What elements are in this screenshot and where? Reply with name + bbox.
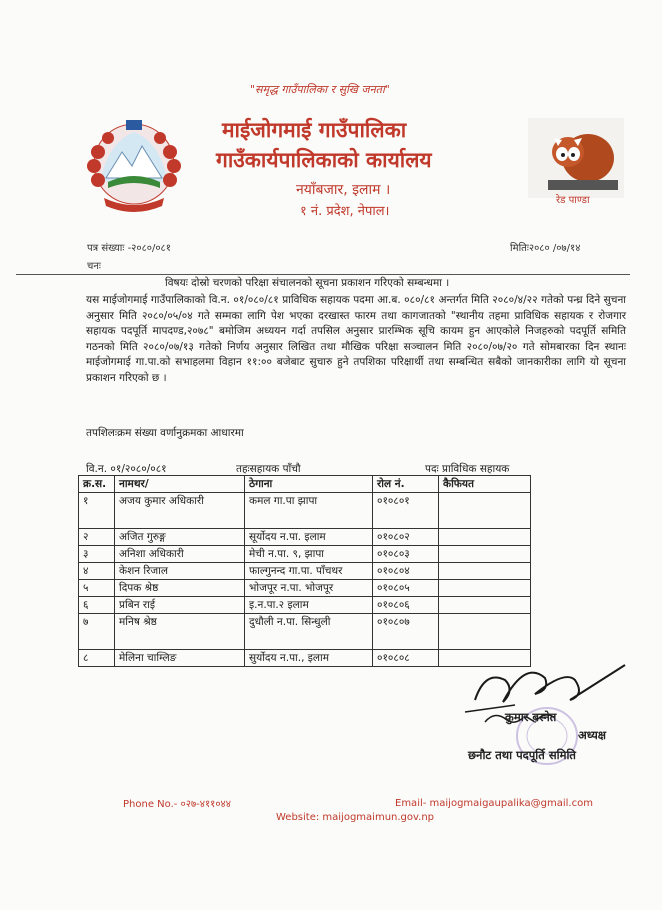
cell-serial: ८ bbox=[79, 650, 115, 667]
col-serial: क्र.स. bbox=[79, 476, 115, 493]
cell-roll: ०१०८०४ bbox=[373, 563, 439, 580]
cell-name: मनिष श्रेष्ठ bbox=[115, 614, 245, 650]
cell-roll: ०१०८०७ bbox=[373, 614, 439, 650]
cell-address: इ.न.पा.२ इलाम bbox=[245, 597, 373, 614]
cell-serial: २ bbox=[79, 529, 115, 546]
candidate-table bbox=[78, 475, 531, 667]
panda-caption: रेड पाण्डा bbox=[556, 195, 590, 206]
letter-number: पत्र संख्याः -२०८०/०८१ bbox=[87, 243, 171, 254]
footer-email[interactable]: Email- maijogmaigaupalika@gmail.com bbox=[395, 798, 593, 809]
table-row bbox=[79, 529, 531, 546]
cell-roll: ०१०८०१ bbox=[373, 493, 439, 529]
cell-address: फाल्गुनन्द गा.पा. पाँचथर bbox=[245, 563, 373, 580]
table-row bbox=[79, 563, 531, 580]
signer-committee: छनौट तथा पदपूर्ति समिति bbox=[468, 748, 576, 762]
vacancy-level: तहःसहायक पाँचौ bbox=[236, 463, 301, 475]
cell-address: कमल गा.पा झापा bbox=[245, 493, 373, 529]
cell-name: दिपक श्रेष्ठ bbox=[115, 580, 245, 597]
sort-note: तपशिलःक्रम संख्या वर्णानुक्रमका आधारमा bbox=[86, 427, 244, 439]
cell-serial: ५ bbox=[79, 580, 115, 597]
red-panda-image bbox=[528, 118, 624, 198]
cell-serial: ४ bbox=[79, 563, 115, 580]
table-header-row bbox=[79, 476, 531, 493]
address-line-2: १ नं. प्रदेश, नेपाल। bbox=[300, 204, 390, 219]
footer-phone: Phone No.- ०२७-४११०४४ bbox=[123, 799, 231, 810]
cell-remarks bbox=[439, 563, 531, 580]
cell-name: अजय कुमार अधिकारी bbox=[115, 493, 245, 529]
cell-address: भोजपूर न.पा. भोजपूर bbox=[245, 580, 373, 597]
cell-remarks bbox=[439, 529, 531, 546]
cell-serial: ३ bbox=[79, 546, 115, 563]
cell-remarks bbox=[439, 597, 531, 614]
cell-roll: ०१०८०२ bbox=[373, 529, 439, 546]
cell-address: सूर्योदय न.पा. इलाम bbox=[245, 529, 373, 546]
cell-roll: ०१०८०६ bbox=[373, 597, 439, 614]
signer-role: अध्यक्ष bbox=[578, 728, 607, 742]
col-remarks: कैफियत bbox=[439, 476, 531, 493]
cell-name: प्रबिन राई bbox=[115, 597, 245, 614]
cell-roll: ०१०८०३ bbox=[373, 546, 439, 563]
office-title: गाउँकार्यपालिकाको कार्यालय bbox=[216, 148, 432, 172]
cell-address: सुर्योदय न.पा., इलाम bbox=[245, 650, 373, 667]
cell-name: केशन रिजाल bbox=[115, 563, 245, 580]
cell-name: मेलिना चाम्लिङ bbox=[115, 650, 245, 667]
cell-remarks bbox=[439, 546, 531, 563]
signer-name: कुमार बस्नेत bbox=[505, 710, 557, 724]
cell-name: अनिशा अधिकारी bbox=[115, 546, 245, 563]
table-row bbox=[79, 546, 531, 563]
address-line-1: नयाँबजार, इलाम । bbox=[296, 182, 391, 198]
letter-subject: विषयः दोस्रो चरणको परिक्षा संचालनको सूचना प्रकाशन गरिएको सम्बन्धमा । bbox=[165, 277, 450, 289]
col-name: नामथर/ bbox=[115, 476, 245, 493]
cell-name: अजित गुरुङ्ग bbox=[115, 529, 245, 546]
cell-roll: ०१०८०८ bbox=[373, 650, 439, 667]
cell-remarks bbox=[439, 493, 531, 529]
letter-body: यस माईजोगमाई गाउँपालिकाको वि.न. ०१/०८०/८१ प्राविधिक सहायक पदमा आ.ब. ०८०/८१ अन्तर्गत मिति २०८०/४/२२ गतेको पन्ध्र दिने सुचना अनुसार मिति २०८०/०५/०४ गते सम्मका लागि पेश भएका दरखास्त फारम तथा कागजातको "स्थानीय तहमा प्राविधिक सहायक र रोजगार सहायक पदपूर्ति मापदण्ड,२०७८" बमोजिम अध्ययन गर्दा तपसिल अनुसार प्रारम्भिक सूचि कायम हुन आएकोले निजहरुको पदपूर्ति समिति गठनको मिति २०८०/०७/१३ गतेको निर्णय अनुसार लिखित तथा मौखिक परिक्षा सञ्चालन मिति २०८०/०७/२० गते सोमबारका दिन स्थानः माईजोगमाई गा.पा.को सभाहलमा विहान ११:०० बजेबाट सुचारु हुने तपशिका परिक्षार्थी तथा सम्बन्धित सबैको जानकारीका लागि यो सूचना प्रकाशन गरिएको छ । bbox=[86, 294, 626, 384]
cell-address: दुधौली न.पा. सिन्धुली bbox=[245, 614, 373, 650]
col-roll: रोल नं. bbox=[373, 476, 439, 493]
cell-remarks bbox=[439, 580, 531, 597]
footer-website[interactable]: Website: maijogmaimun.gov.np bbox=[276, 812, 435, 823]
vacancy-post: पदः प्राविधिक सहायक bbox=[425, 463, 510, 475]
table-row bbox=[79, 580, 531, 597]
cell-address: मेची न.पा. ९, झापा bbox=[245, 546, 373, 563]
table-row bbox=[79, 493, 531, 529]
municipality-title: माईजोगमाई गाउँपालिका bbox=[222, 118, 407, 142]
table-row bbox=[79, 597, 531, 614]
cell-serial: ७ bbox=[79, 614, 115, 650]
cell-roll: ०१०८०५ bbox=[373, 580, 439, 597]
letterhead-motto: "समृद्ध गाउँपालिका र सुखि जनता" bbox=[250, 83, 390, 96]
cell-remarks bbox=[439, 614, 531, 650]
header-divider bbox=[16, 274, 630, 275]
table-row bbox=[79, 614, 531, 650]
letter-date: मितिः२०८० /०७/१४ bbox=[510, 243, 581, 254]
nepal-emblem-icon bbox=[78, 112, 190, 220]
col-address: ठेगाना bbox=[245, 476, 373, 493]
dispatch-number: चनः bbox=[87, 261, 101, 272]
cell-serial: ६ bbox=[79, 597, 115, 614]
cell-serial: १ bbox=[79, 493, 115, 529]
vacancy-notice-number: वि.न. ०१/२०८०/०८१ bbox=[86, 463, 167, 475]
